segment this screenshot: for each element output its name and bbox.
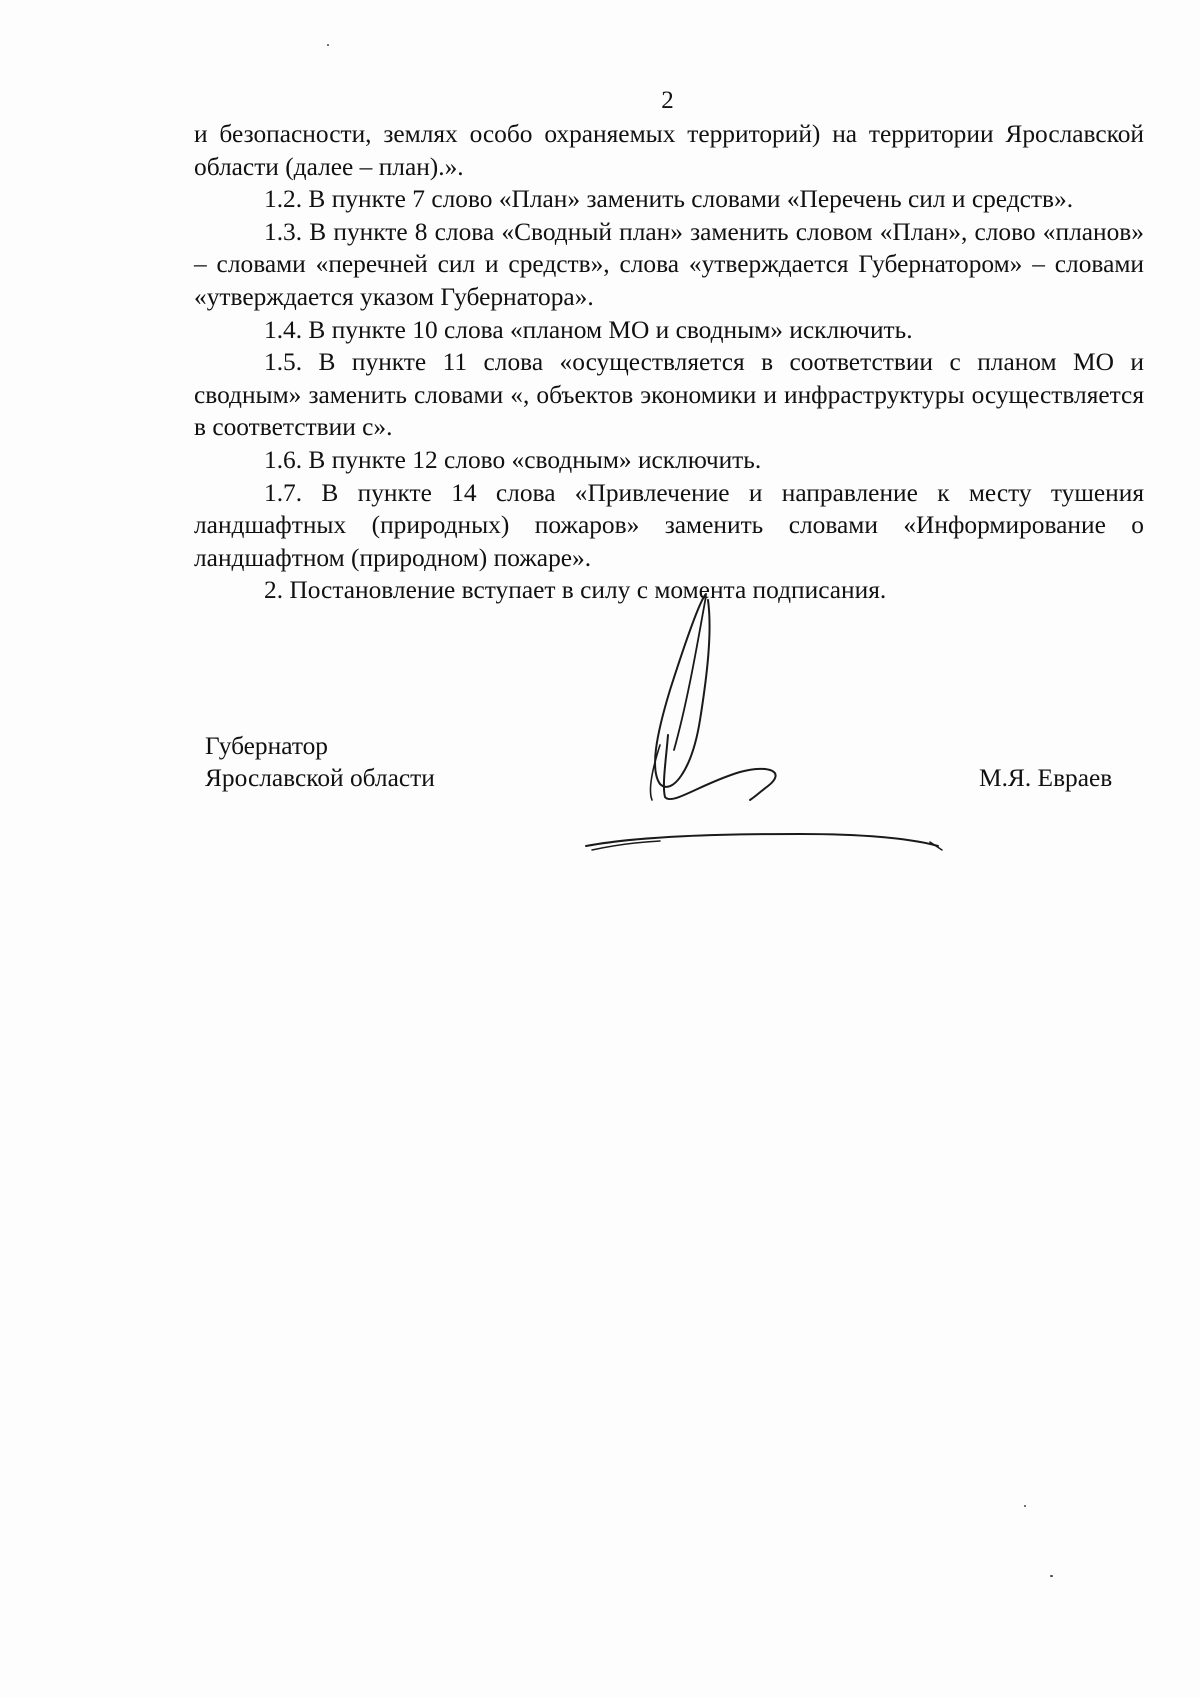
signatory-position bbox=[205, 730, 435, 794]
signatory-name: М.Я. Евраев bbox=[979, 764, 1113, 792]
paragraph-1-5: 1.5. В пункте 11 слова «осуществляется в соответствии с планом МО и сводным» заменить словами «, объектов экономики и инфраструктуры осуществляется в соответствии с». bbox=[194, 348, 1144, 442]
document-body bbox=[194, 118, 1144, 607]
paragraph-1-3: 1.3. В пункте 8 слова «Сводный план» заменить словом «План», слово «планов» – словами «перечней сил и средств», слова «утверждается Губернатором» – словами «утверждается указом Губернатора». bbox=[194, 217, 1144, 311]
scan-speck bbox=[1050, 1575, 1053, 1577]
paragraph-continuation: и безопасности, землях особо охраняемых территорий) на территории Ярославской области (далее – план).». bbox=[194, 120, 1144, 181]
signatory-position-line-2: Ярославской области bbox=[205, 764, 435, 792]
scan-speck bbox=[1024, 1505, 1026, 1507]
signatory-position-line-1: Губернатор bbox=[205, 732, 328, 760]
scan-speck bbox=[327, 44, 329, 46]
paragraph-1-2: 1.2. В пункте 7 слово «План» заменить словами «Перечень сил и средств». bbox=[264, 185, 1074, 214]
paragraph-1-6: 1.6. В пункте 12 слово «сводным» исключить. bbox=[264, 445, 762, 474]
page-number: 2 bbox=[661, 87, 674, 114]
paragraph-1-7: 1.7. В пункте 14 слова «Привлечение и направление к месту тушения ландшафтных (природных) пожаров» заменить словами «Информирование о ландшафтном (природном) пожаре». bbox=[194, 478, 1144, 572]
paragraph-2: 2. Постановление вступает в силу с момента подписания. bbox=[264, 576, 887, 605]
paragraph-1-4: 1.4. В пункте 10 слова «планом МО и сводным» исключить. bbox=[264, 315, 913, 344]
